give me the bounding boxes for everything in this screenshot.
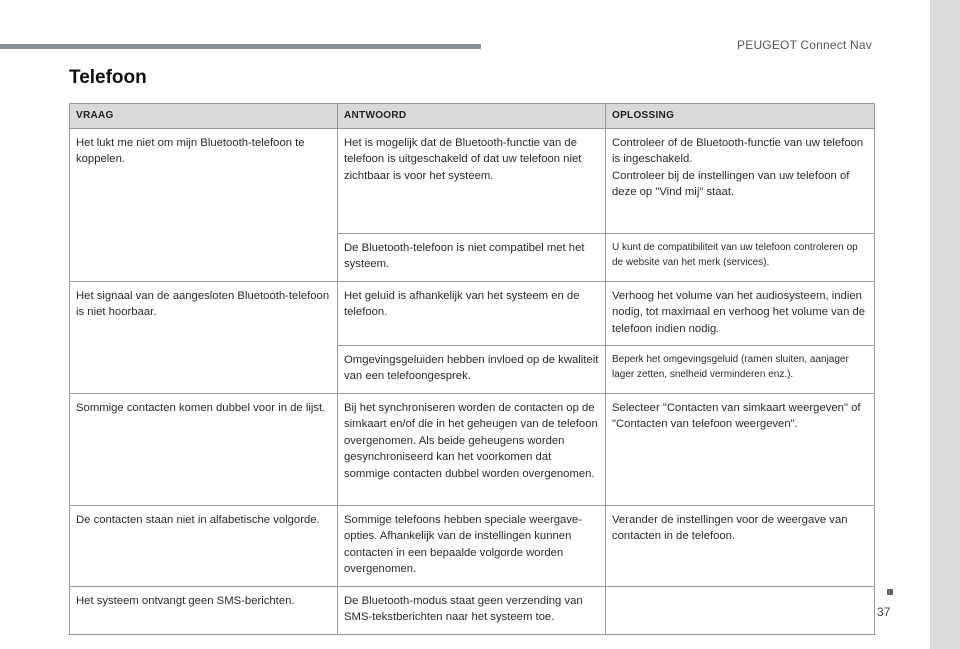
end-marker xyxy=(887,589,893,595)
solution-cell xyxy=(606,586,875,634)
solution-line: Controleer bij de instellingen van uw telefoon of deze op "Vind mij" staat. xyxy=(612,169,850,199)
page-title: Telefoon xyxy=(69,67,147,88)
side-strip xyxy=(930,0,960,649)
answer-cell: Het geluid is afhankelijk van het systeem en de telefoon. xyxy=(338,281,606,345)
solution-cell: Beperk het omgevingsgeluid (ramen sluiten, aanjager lager zetten, snelheid verminderen enz.). xyxy=(606,346,875,394)
question-cell: Het signaal van de aangesloten Bluetooth-telefoon is niet hoorbaar. xyxy=(70,281,338,393)
header-solution: OPLOSSING xyxy=(606,104,875,129)
solution-cell: Verhoog het volume van het audiosysteem, indien nodig, tot maximaal en verhoog het volume van de telefoon indien nodig. xyxy=(606,281,875,345)
solution-cell: Verander de instellingen voor de weergave van contacten in de telefoon. xyxy=(606,506,875,587)
answer-cell: Het is mogelijk dat de Bluetooth-functie van de telefoon is uitgeschakeld of dat uw telefoon niet zichtbaar is voor het systeem. xyxy=(338,129,606,234)
page-number: 37 xyxy=(877,605,891,619)
header-question: VRAAG xyxy=(70,104,338,129)
solution-cell: U kunt de compatibiliteit van uw telefoon controleren op de website van het merk (services). xyxy=(606,234,875,282)
solution-line: Controleer of de Bluetooth-functie van uw telefoon is ingeschakeld. xyxy=(612,137,864,166)
table-row xyxy=(70,506,875,587)
solution-cell: Selecteer "Contacten van simkaart weergeven" of "Contacten van telefoon weergeven". xyxy=(606,394,875,506)
question-cell: Sommige contacten komen dubbel voor in de lijst. xyxy=(70,394,338,506)
brand-label: PEUGEOT Connect Nav xyxy=(737,38,872,52)
table-row xyxy=(70,281,875,345)
answer-cell: Bij het synchroniseren worden de contacten op de simkaart en/of die in het geheugen van de telefoon overgenomen. Als beide geheugens worden gesynchroniseerd kan het voorkomen dat sommige contacten dubbel worden overgenomen. xyxy=(338,394,606,506)
table-header-row xyxy=(70,104,875,129)
answer-cell: De Bluetooth-telefoon is niet compatibel met het systeem. xyxy=(338,234,606,282)
table-row xyxy=(70,394,875,506)
header-rule xyxy=(0,44,481,49)
header-answer: ANTWOORD xyxy=(338,104,606,129)
question-cell: De contacten staan niet in alfabetische volgorde. xyxy=(70,506,338,587)
table-row xyxy=(70,586,875,634)
answer-cell: De Bluetooth-modus staat geen verzending van SMS-tekstberichten naar het systeem toe. xyxy=(338,586,606,634)
table-row xyxy=(70,129,875,234)
question-cell: Het systeem ontvangt geen SMS-berichten. xyxy=(70,586,338,634)
answer-cell: Sommige telefoons hebben speciale weergave-opties. Afhankelijk van de instellingen kunnen contacten in een bepaalde volgorde worden overgenomen. xyxy=(338,506,606,587)
answer-cell: Omgevingsgeluiden hebben invloed op de kwaliteit van een telefoongesprek. xyxy=(338,346,606,394)
solution-cell xyxy=(606,129,875,234)
question-cell: Het lukt me niet om mijn Bluetooth-telefoon te koppelen. xyxy=(70,129,338,282)
faq-table xyxy=(69,103,875,635)
